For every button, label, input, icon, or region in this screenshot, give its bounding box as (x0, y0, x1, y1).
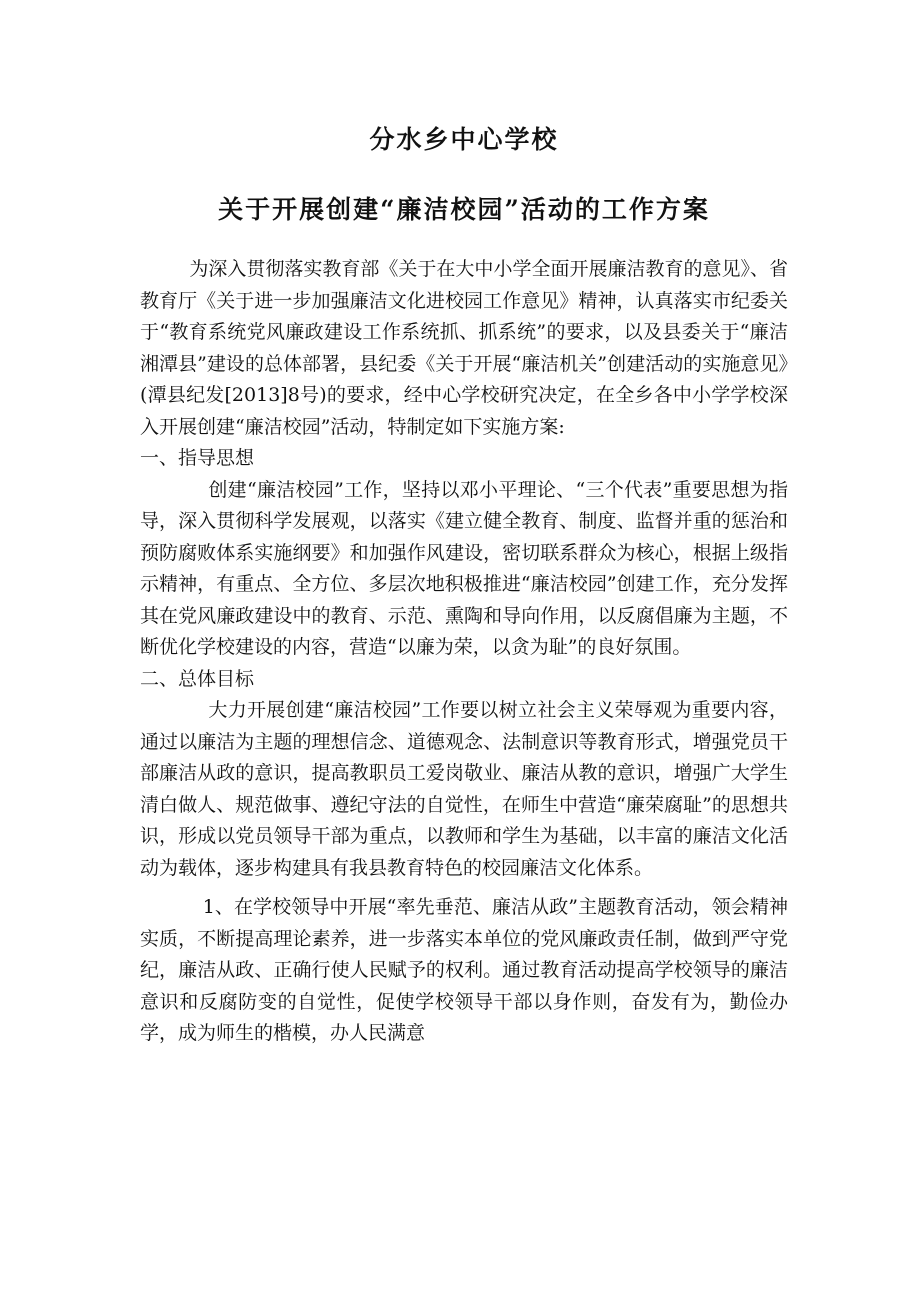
section-body-overall-goal: 大力开展创建“廉洁校园”工作要以树立社会主义荣辱观为重要内容，通过以廉洁为主题的理想信念、道德观念、法制意识等教育形式，增强党员干部廉洁从政的意识，提高教职员工爱岗敬业、廉洁从教的意识，增强广大学生清白做人、规范做事、遵纪守法的自觉性，在师生中营造“廉荣腐耻”的思想共识，形成以党员领导干部为重点，以教师和学生为基础，以丰富的廉洁文化活动为载体，逐步构建具有我县教育特色的校园廉洁文化体系。 (140, 699, 788, 879)
intro-paragraph: 为深入贯彻落实教育部《关于在大中小学全面开展廉洁教育的意见》、省教育厅《关于进一步加强廉洁文化进校园工作意见》精神，认真落实市纪委关于“教育系统党风廉政建设工作系统抓、抓系统”的要求，以及县委关于“廉洁湘潭县”建设的总体部署，县纪委《关于开展“廉洁机关”创建活动的实施意见》(潭县纪发[2013]8号)的要求，经中心学校研究决定，在全乡各中小学学校深入开展创建“廉洁校园”活动，特制定如下实施方案: (140, 258, 788, 438)
section-body-guiding-ideology: 创建“廉洁校园”工作，坚持以邓小平理论、“三个代表”重要思想为指导，深入贯彻科学发展观，以落实《建立健全教育、制度、监督并重的惩治和预防腐败体系实施纲要》和加强作风建设，密切联系群众为核心，根据上级指示精神，有重点、全方位、多层次地积极推进“廉洁校园”创建工作，充分发挥其在党风廉政建设中的教育、示范、熏陶和导向作用，以反腐倡廉为主题，不断优化学校建设的内容，营造“以廉为荣，以贪为耻”的良好氛围。 (140, 478, 788, 658)
document-title: 分水乡中心学校 (369, 125, 559, 154)
section-heading-guiding-ideology: 一、指导思想 (140, 447, 255, 469)
list-item-1: 1、在学校领导中开展“率先垂范、廉洁从政”主题教育活动，领会精神实质，不断提高理论素养，进一步落实本单位的党风廉政责任制，做到严守党纪，廉洁从政、正确行使人民赋予的权利。通过教育活动提高学校领导的廉洁意识和反腐防变的自觉性，促使学校领导干部以身作则，奋发有为，勤俭办学，成为师生的楷模，办人民满意 (140, 896, 788, 1044)
document-subtitle: 关于开展创建“廉洁校园”活动的工作方案 (218, 195, 710, 224)
section-heading-overall-goal: 二、总体目标 (140, 667, 255, 690)
document-page (140, 118, 788, 1050)
